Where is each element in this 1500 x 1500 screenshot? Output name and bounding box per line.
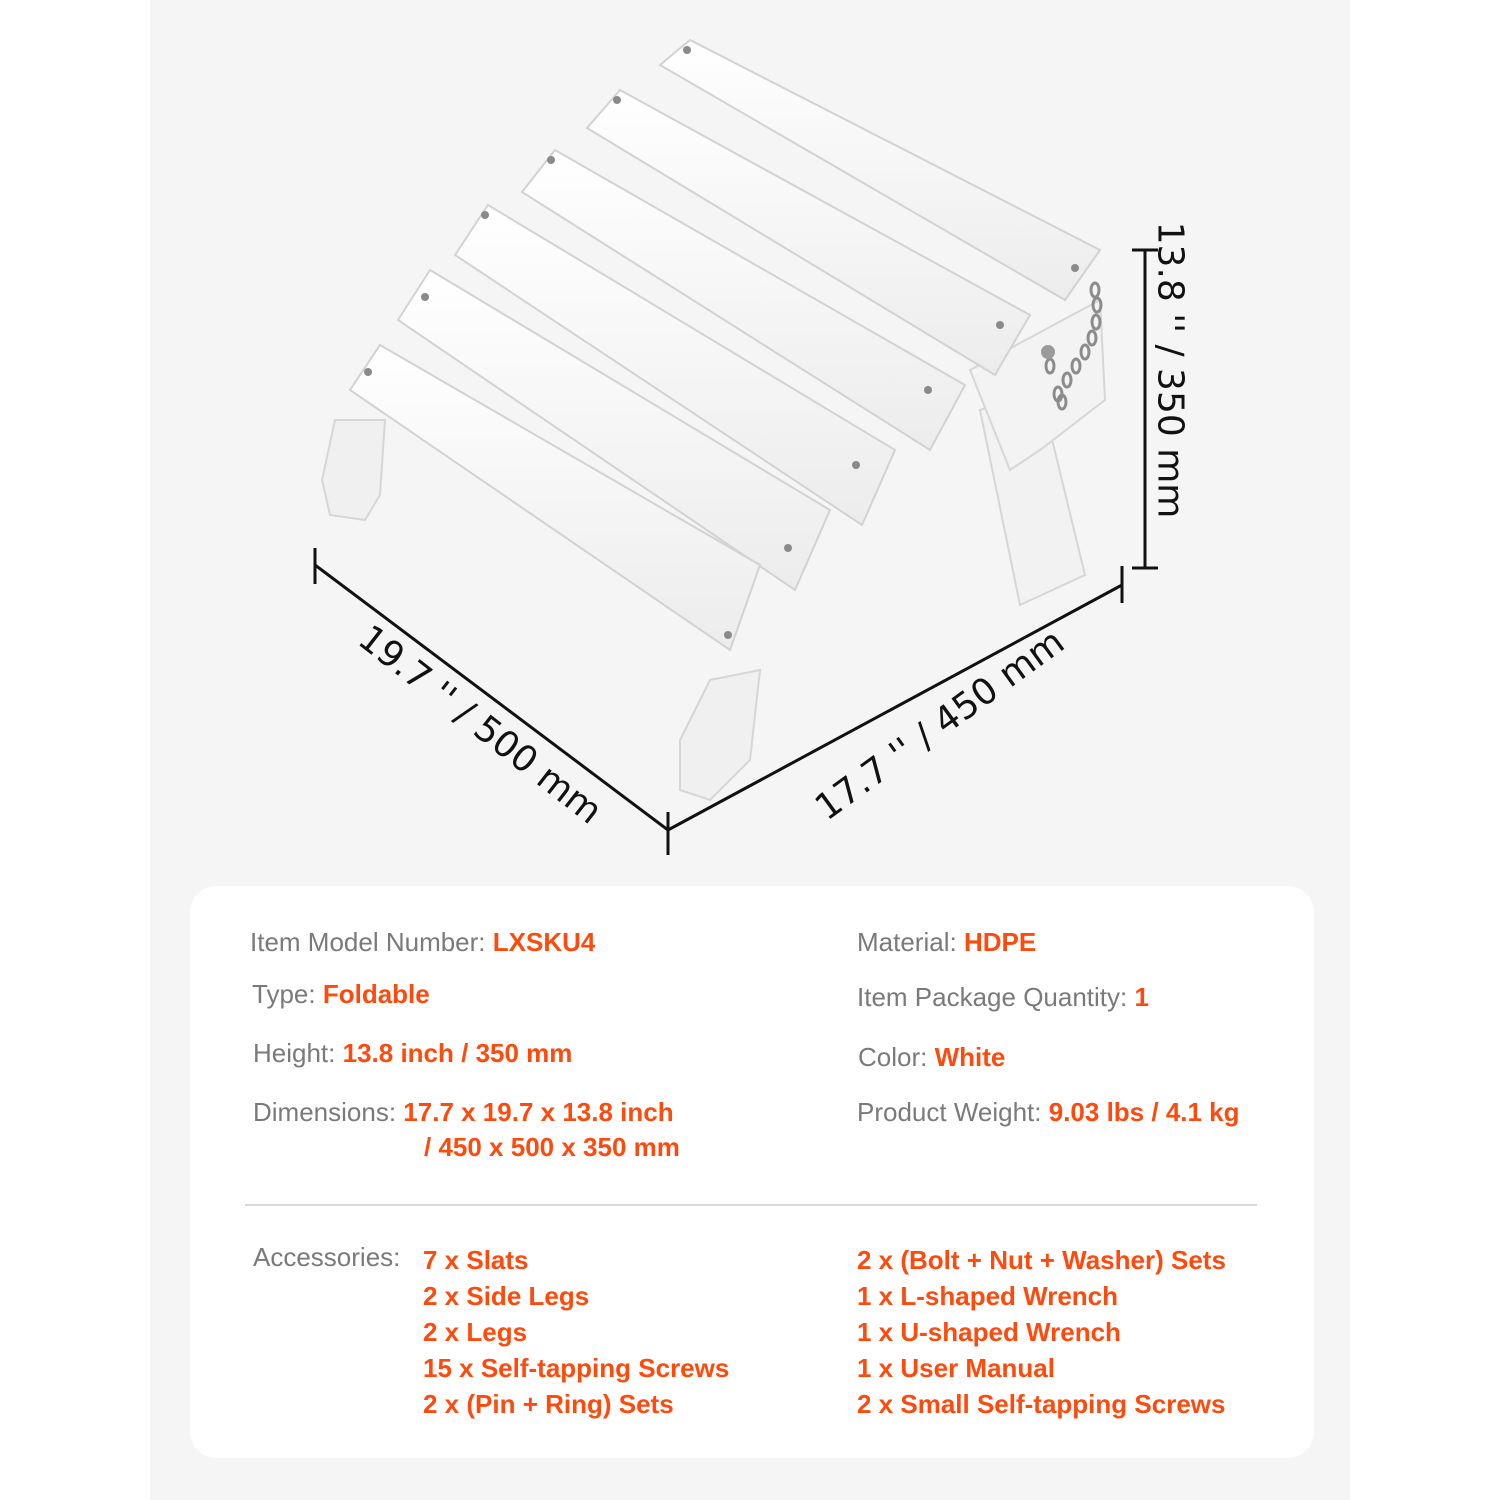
height-dimension-label: 13.8 '' / 350 mm xyxy=(1149,221,1191,519)
spec-model xyxy=(250,924,595,960)
accessory-item: 7 x Slats xyxy=(423,1245,529,1275)
spec-card xyxy=(190,886,1314,1458)
spec-label: Material: xyxy=(857,927,957,957)
accessories-label: Accessories: xyxy=(253,1242,401,1272)
spec-label: Dimensions: xyxy=(253,1097,397,1127)
accessory-item: 15 x Self-tapping Screws xyxy=(423,1353,730,1383)
product-figure xyxy=(150,0,1350,880)
pin-icon xyxy=(1041,345,1055,359)
spec-value: 9.03 lbs / 4.1 kg xyxy=(1048,1097,1240,1127)
spec-value: 1 xyxy=(1134,982,1149,1012)
accessories-list-left xyxy=(423,1242,729,1422)
left-leg xyxy=(322,420,385,520)
spec-label: Item Package Quantity: xyxy=(857,982,1128,1012)
spec-value: LXSKU4 xyxy=(492,927,596,957)
spec-label: Product Weight: xyxy=(857,1097,1042,1127)
accessory-item: 1 x L-shaped Wrench xyxy=(857,1281,1119,1311)
spec-value: Foldable xyxy=(322,979,430,1009)
accessories-list-right xyxy=(857,1242,1226,1422)
spec-type xyxy=(252,976,430,1012)
spec-value: White xyxy=(934,1042,1006,1072)
spec-label: Type: xyxy=(252,979,316,1009)
accessory-item: 2 x Side Legs xyxy=(423,1281,590,1311)
accessory-item: 1 x U-shaped Wrench xyxy=(857,1317,1121,1347)
depth-dimension-label: 19.7 '' / 500 mm xyxy=(350,617,610,833)
spec-weight xyxy=(857,1094,1240,1130)
spec-label: Height: xyxy=(253,1038,336,1068)
spec-value: 13.8 inch / 350 mm xyxy=(342,1038,573,1068)
spec-material xyxy=(857,924,1036,960)
spec-color xyxy=(858,1039,1005,1075)
spec-label: Color: xyxy=(858,1042,928,1072)
spec-dimensions-line2 xyxy=(424,1129,680,1165)
slats xyxy=(350,40,1100,650)
accessory-item: 1 x User Manual xyxy=(857,1353,1055,1383)
spec-height xyxy=(253,1035,572,1071)
spec-value: / 450 x 500 x 350 mm xyxy=(424,1132,680,1162)
spec-value: 17.7 x 19.7 x 13.8 inch xyxy=(403,1097,674,1127)
spec-value: HDPE xyxy=(963,927,1037,957)
spec-quantity xyxy=(857,979,1149,1015)
accessory-item: 2 x (Pin + Ring) Sets xyxy=(423,1389,674,1419)
accessory-item: 2 x Legs xyxy=(423,1317,528,1347)
front-leg xyxy=(680,670,760,800)
spec-label: Item Model Number: xyxy=(250,927,486,957)
accessory-item: 2 x Small Self-tapping Screws xyxy=(857,1389,1226,1419)
divider xyxy=(245,1204,1257,1206)
width-dimension-label: 17.7 '' / 450 mm xyxy=(807,621,1073,829)
accessory-item: 2 x (Bolt + Nut + Washer) Sets xyxy=(857,1245,1226,1275)
spec-dimensions xyxy=(253,1094,674,1130)
